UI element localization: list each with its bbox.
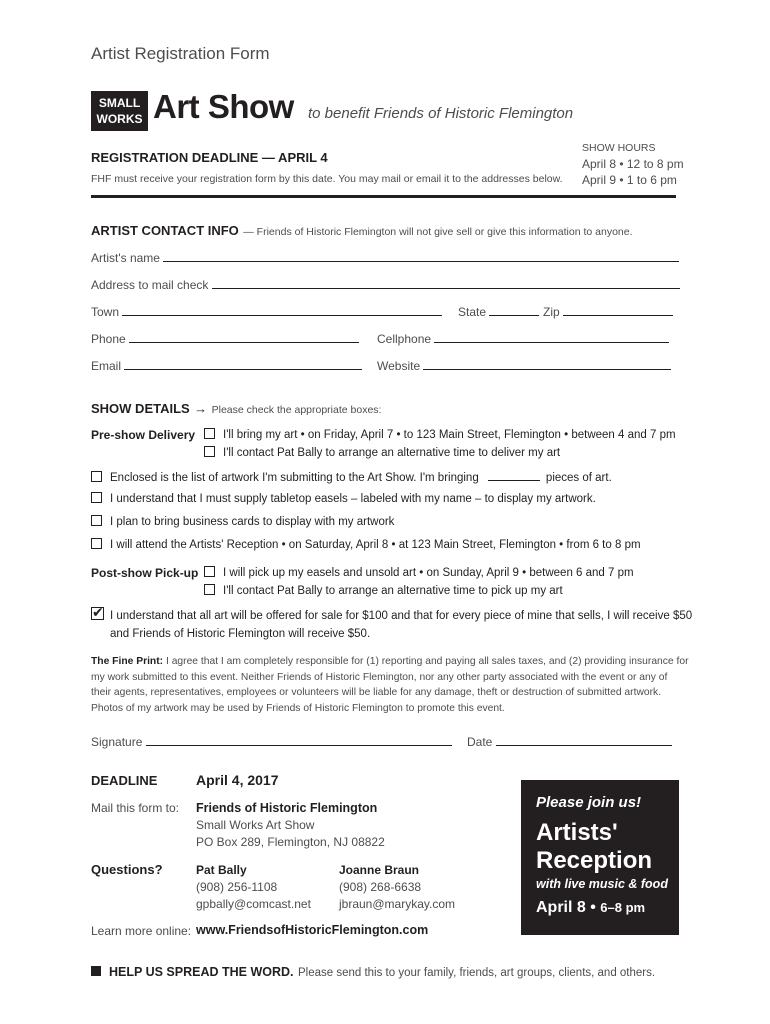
date-label: Date (467, 735, 493, 749)
phone-field[interactable] (91, 331, 359, 346)
show-hours-label: SHOW HOURS (582, 142, 656, 154)
reception-date-row (536, 899, 679, 917)
phone-line[interactable] (129, 331, 359, 343)
signature-label: Signature (91, 735, 143, 749)
divider (91, 195, 676, 198)
town-label: Town (91, 305, 120, 319)
zip-field[interactable] (543, 304, 673, 319)
artist-name-field[interactable] (91, 250, 679, 265)
checkbox[interactable] (91, 538, 102, 549)
deadline-value: April 4, 2017 (196, 772, 279, 788)
fine-print-label: The Fine Print: (91, 656, 164, 667)
town-line[interactable] (122, 304, 442, 316)
website-label: Website (377, 359, 421, 373)
cards-option[interactable] (91, 515, 394, 528)
fine-print-line-3: their agents, representatives, employees or volunteers will be liable for any damage, theft or destruction of submitted artwork. (91, 687, 662, 698)
show-hours-day1: April 8 • 12 to 8 pm (582, 157, 684, 171)
artist-name-line[interactable] (163, 250, 679, 262)
footer-text: Please send this to your family, friends, art groups, clients, and others. (297, 967, 656, 979)
mail-address (196, 800, 385, 851)
sale-line-1: I understand that all art will be offered for sale for $100 and that for every piece of mine that sells, I will receive $50 (110, 610, 693, 622)
artist-name-label: Artist's name (91, 251, 160, 265)
reception-box (521, 780, 679, 935)
pieces-count-line[interactable] (488, 469, 540, 481)
mail-label: Mail this form to: (91, 801, 180, 815)
sale-agreement[interactable] (91, 604, 693, 643)
cellphone-label: Cellphone (377, 332, 432, 346)
postshow-option-2-text: I'll contact Pat Bally to arrange an alternative time to pick up my art (223, 585, 563, 597)
state-label: State (458, 305, 487, 319)
date-line[interactable] (496, 734, 672, 746)
enclosed-text-b: pieces of art. (545, 472, 612, 484)
reception-date: April 8 • (536, 899, 596, 916)
show-details-heading: SHOW DETAILS (91, 401, 190, 416)
website-line[interactable] (423, 358, 671, 370)
signature-field[interactable] (91, 734, 452, 749)
fine-print-line-2: my work submitted to this event. Neither Friends of Historic Flemington, nor any other party associated with the event or any of (91, 671, 668, 683)
checkbox[interactable] (91, 515, 102, 526)
deadline-label: DEADLINE (91, 773, 158, 788)
reception-time: 6–8 pm (600, 900, 646, 915)
checkbox[interactable] (204, 566, 215, 577)
contact1-name: Pat Bally (196, 863, 247, 877)
checkbox[interactable] (204, 584, 215, 595)
postshow-option-1[interactable] (204, 566, 634, 579)
address-line[interactable] (212, 277, 680, 289)
preshow-option-2[interactable] (204, 446, 560, 459)
music-text: with live music & food (536, 877, 668, 891)
website-link[interactable]: www.FriendsofHistoricFlemington.com (196, 923, 429, 937)
contact2-phone: (908) 268-6638 (339, 880, 422, 894)
easels-text: I understand that I must supply tabletop easels – labeled with my name – to display my artwork. (110, 493, 596, 505)
checkbox[interactable] (204, 446, 215, 457)
preshow-option-1[interactable] (204, 428, 676, 441)
contact1-email[interactable]: gpbally@comcast.net (196, 897, 311, 911)
square-bullet-icon (91, 966, 101, 976)
footer (91, 963, 655, 981)
reception-title-2: Reception (536, 847, 653, 874)
fine-print (91, 654, 689, 716)
show-hours-day2: April 9 • 1 to 6 pm (582, 173, 677, 187)
cards-text: I plan to bring business cards to display with my artwork (110, 516, 395, 528)
contact2-name: Joanne Braun (339, 863, 420, 877)
logo-line-1: SMALL (98, 96, 141, 110)
email-field[interactable] (91, 358, 362, 373)
show-hours (582, 140, 684, 188)
postshow-label: Post-show Pick-up (91, 566, 199, 580)
contact2-email[interactable]: jbraun@marykay.com (339, 897, 455, 911)
show-details-heading-row (91, 400, 381, 418)
contact-heading: ARTIST CONTACT INFO (91, 223, 239, 238)
cellphone-field[interactable] (377, 331, 669, 346)
enclosed-option[interactable] (91, 469, 612, 484)
reception-text: I will attend the Artists' Reception • on Saturday, April 8 • at 123 Main Street, Flemington • from 6 to 8 pm (110, 539, 641, 551)
contact-heading-row (91, 222, 633, 240)
town-field[interactable] (91, 304, 442, 319)
address-line-2: PO Box 289, Flemington, NJ 08822 (196, 835, 385, 849)
fine-print-line-1: I agree that I am completely responsible for (1) reporting and paying all sales taxes, and (2) providing insurance for (165, 656, 689, 667)
address-field[interactable] (91, 277, 680, 292)
form-title: Artist Registration Form (91, 44, 270, 63)
show-details-note: Please check the appropriate boxes: (211, 404, 382, 416)
address-label: Address to mail check (91, 278, 209, 292)
deadline-note: FHF must receive your registration form by this date. You may mail or email it to the addresses below. (91, 173, 563, 185)
check-mark-icon: ✔ (92, 604, 104, 620)
postshow-option-1-text: I will pick up my easels and unsold art • on Sunday, April 9 • between 6 and 7 pm (223, 567, 634, 579)
org-name: Friends of Historic Flemington (196, 801, 378, 815)
preshow-label: Pre-show Delivery (91, 428, 196, 442)
website-field[interactable] (377, 358, 671, 373)
contact-pat (196, 862, 311, 913)
state-line[interactable] (489, 304, 539, 316)
learn-label: Learn more online: (91, 924, 192, 938)
checkbox[interactable] (91, 492, 102, 503)
postshow-option-2[interactable] (204, 584, 563, 597)
arrow-icon: → (194, 401, 208, 416)
contact-joanne (339, 862, 455, 913)
fine-print-line-4: Photos of my artwork may be used by Friends of Historic Flemington to promote this event. (91, 702, 505, 714)
date-field[interactable] (467, 734, 672, 749)
show-title: Art Show (153, 88, 294, 125)
footer-heading: HELP US SPREAD THE WORD. (109, 965, 294, 979)
tagline: to benefit Friends of Historic Flemington (308, 105, 574, 122)
preshow-option-1-text: I'll bring my art • on Friday, April 7 • to 123 Main Street, Flemington • between 4 and 7 pm (223, 429, 676, 441)
questions-label: Questions? (91, 862, 163, 877)
reception-option[interactable] (91, 538, 641, 551)
signature-line[interactable] (146, 734, 452, 746)
preshow-option-2-text: I'll contact Pat Bally to arrange an alternative time to deliver my art (223, 447, 561, 459)
reception-title-1: Artists' (536, 819, 618, 846)
contact-note: — Friends of Historic Flemington will not give sell or give this information to anyone. (243, 226, 633, 238)
contact1-phone: (908) 256-1108 (196, 880, 278, 894)
phone-label: Phone (91, 332, 126, 346)
email-label: Email (91, 359, 122, 373)
state-field[interactable] (458, 304, 539, 319)
sale-line-2: and Friends of Historic Flemington will receive $50. (110, 628, 371, 640)
zip-label: Zip (543, 305, 560, 319)
join-text: Please join us! (536, 794, 642, 811)
registration-deadline-heading: REGISTRATION DEADLINE — APRIL 4 (91, 150, 328, 165)
easels-option[interactable] (91, 492, 596, 505)
checkbox[interactable] (204, 428, 215, 439)
address-line-1: Small Works Art Show (196, 818, 315, 832)
enclosed-text-a: Enclosed is the list of artwork I'm submitting to the Art Show. I'm bringing (110, 472, 479, 484)
logo-line-2: WORKS (96, 112, 143, 126)
zip-line[interactable] (563, 304, 673, 316)
cellphone-line[interactable] (434, 331, 669, 343)
small-works-logo (91, 91, 148, 131)
email-line[interactable] (124, 358, 362, 370)
checkbox[interactable] (91, 471, 102, 482)
